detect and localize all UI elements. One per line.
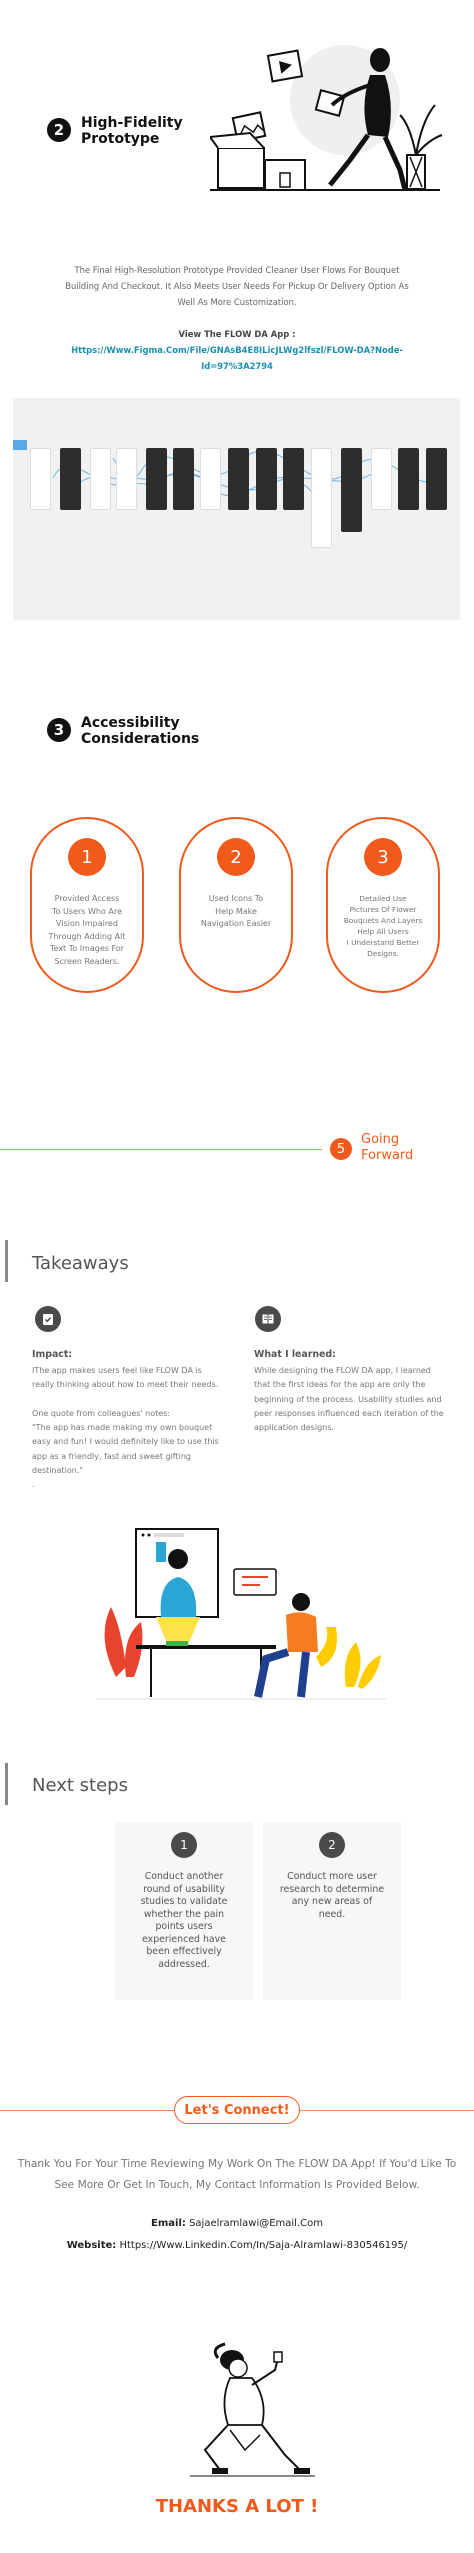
website-label: Website:: [66, 2240, 117, 2251]
website-link[interactable]: Https://Www.Linkedin.Com/In/Saja-Alramlawi-830546195/: [119, 2240, 408, 2251]
website-row: [0, 2240, 474, 2251]
next-step-text: [135, 1871, 233, 1971]
email-row: [0, 2218, 474, 2229]
prototype-screen: [341, 448, 362, 532]
step-text-line: points users: [155, 1921, 213, 1932]
hifi-description-line: Well As More Customization.: [177, 297, 297, 307]
figma-link[interactable]: [40, 342, 434, 374]
thanks-message-line: See More Or Get In Touch, My Contact Information Is Provided Below.: [54, 2179, 420, 2191]
view-app-label: View The FLOW DA App :: [178, 329, 296, 339]
accessibility-card-number: 2: [217, 838, 255, 876]
impact-text-line: [32, 1393, 237, 1407]
step-text-line: addressed.: [158, 1958, 210, 1970]
learned-text-line: While designing the FLOW DA app, I learned: [254, 1366, 431, 1375]
card-text-line: I Understand Better: [346, 938, 420, 947]
card-text-line: To Users Who Are: [52, 906, 122, 916]
prototype-screen: [311, 448, 332, 548]
learned-title: What I learned:: [254, 1349, 336, 1360]
video-call-illustration: [96, 1527, 386, 1707]
step-text-line: Conduct more user: [287, 1871, 377, 1882]
divider-line: [300, 2110, 474, 2111]
hifi-description: [40, 262, 434, 310]
next-step-number: 2: [319, 1832, 345, 1858]
impact-text-line: destination.": [32, 1466, 84, 1476]
next-steps-title: Next steps: [32, 1775, 128, 1796]
email-label: Email:: [151, 2218, 186, 2229]
impact-title: Impact:: [32, 1349, 73, 1360]
section-number-badge: 2: [47, 118, 71, 142]
step-text-line: been effectively: [146, 1946, 222, 1957]
divider-line: [0, 2110, 174, 2111]
accessibility-card: [30, 817, 144, 993]
section-title-line: Prototype: [81, 131, 160, 147]
going-forward-title-line: Going: [361, 1132, 400, 1147]
section-title: [81, 115, 183, 147]
prototype-screen: [116, 448, 137, 510]
accessibility-card-text: [44, 893, 130, 968]
hifi-description-line: Building And Checkout. It Also Meets User Needs For Pickup Or Delivery Option As: [65, 281, 409, 291]
learned-text-line: application designs.: [254, 1423, 334, 1433]
next-step-text: [271, 1871, 393, 1921]
prototype-screen: [60, 448, 81, 510]
card-text-line: Help All Users: [357, 927, 409, 936]
impact-text-line: One quote from colleagues' notes:: [32, 1408, 171, 1418]
prototype-screen: [371, 448, 392, 510]
impact-text-line: "The app has made making my own bouquet: [32, 1423, 213, 1433]
card-text-line: Designs.: [367, 949, 399, 958]
learned-text: [254, 1364, 459, 1435]
card-text-line: Through Adding Alt: [48, 931, 126, 941]
card-text-line: Pictures Of Flower: [349, 905, 417, 914]
lets-connect-badge: Let's Connect!: [174, 2096, 300, 2124]
card-text-line: Help Make: [215, 906, 257, 916]
hifi-description-line: The Final High-Resolution Prototype Provided Cleaner User Flows For Bouquet: [74, 265, 400, 275]
thanks-heading: THANKS A LOT !: [155, 2496, 319, 2517]
learned-text-line: peer responses influenced each iteration of the: [254, 1408, 444, 1418]
person-sitting-thumbs-up-illustration: [190, 2340, 315, 2480]
accessibility-card-text: [340, 893, 426, 959]
email-value[interactable]: Sajaelramlawi@Email.Com: [189, 2218, 323, 2229]
impact-text-line: IThe app makes users feel like FLOW DA is: [32, 1366, 202, 1375]
card-text-line: Navigation Easier: [200, 919, 272, 928]
accessibility-card: [179, 817, 293, 993]
section-title-line: High-Fidelity: [81, 115, 183, 131]
card-text-line: Used Icons To: [208, 894, 264, 903]
prototype-board: [13, 398, 460, 620]
impact-text-line: really thinking about how to meet their needs.: [32, 1380, 219, 1390]
prototype-screen: [228, 448, 249, 510]
thanks-message: [10, 2154, 464, 2196]
going-forward-title: [361, 1132, 413, 1164]
impact-text-line: easy and fun! I would definitely like to use this: [32, 1437, 219, 1447]
learned-text-line: beginning of the process. Usability studies and: [254, 1394, 442, 1404]
next-step-card: [263, 1822, 401, 2000]
accessibility-card-text: [193, 893, 279, 931]
divider-line: [0, 1149, 322, 1150]
card-text-line: Text To Images For: [50, 944, 124, 953]
prototype-screen: [90, 448, 111, 510]
section-title: [81, 715, 199, 747]
person-with-boxes-illustration: [210, 45, 445, 210]
step-text-line: research to determine: [279, 1883, 385, 1895]
next-step-card: [115, 1822, 253, 2000]
clipboard-check-icon: [35, 1306, 61, 1332]
takeaways-title: Takeaways: [32, 1253, 129, 1274]
prototype-screen: [173, 448, 194, 510]
prototype-screen: [200, 448, 221, 510]
step-text-line: any new areas of: [291, 1896, 373, 1907]
figma-link-line[interactable]: Https://Www.Figma.Com/File/GNAsB4E8ILicJLWg2lfszl/FLOW-DA?Node-: [71, 345, 403, 355]
step-text-line: experienced have: [142, 1933, 226, 1945]
prototype-screen: [283, 448, 304, 510]
card-text-line: Bouquets And Layers: [343, 916, 423, 925]
card-text-line: Screen Readers.: [54, 956, 120, 966]
accessibility-card: [326, 817, 440, 993]
impact-text-line: app as a friendly, fast and sweet gifting: [32, 1451, 191, 1461]
section-title-line: Accessibility: [81, 715, 180, 731]
figma-link-line[interactable]: Id=97%3A2794: [201, 361, 273, 371]
step-text-line: whether the pain: [143, 1908, 225, 1920]
section-accent-bar: [5, 1240, 8, 1282]
book-icon: [255, 1306, 281, 1332]
accessibility-card-number: 3: [364, 838, 402, 876]
section-title-line: Considerations: [81, 731, 200, 747]
step-text-line: studies to validate: [140, 1896, 228, 1907]
impact-text: [32, 1364, 237, 1493]
flow-start-marker: [13, 440, 27, 450]
card-text-line: Provided Access: [54, 894, 120, 903]
prototype-screen: [146, 448, 167, 510]
card-text-line: Vision Impaired: [56, 919, 118, 928]
prototype-screen: [256, 448, 277, 510]
thanks-message-line: Thank You For Your Time Reviewing My Work On The FLOW DA App! If You'd Like To: [17, 2158, 457, 2170]
accessibility-card-number: 1: [68, 838, 106, 876]
learned-text-line: that the first ideas for the app are only the: [254, 1380, 426, 1390]
step-text-line: Conduct another: [144, 1871, 224, 1882]
prototype-screen: [398, 448, 419, 510]
next-step-number: 1: [171, 1832, 197, 1858]
prototype-screen: [30, 448, 51, 510]
section-number-badge: 3: [47, 718, 71, 742]
going-forward-title-line: Forward: [361, 1148, 414, 1163]
step-text-line: round of usability: [143, 1883, 225, 1895]
impact-text-line: .: [32, 1480, 35, 1490]
prototype-screen: [426, 448, 447, 510]
section-accent-bar: [5, 1763, 8, 1805]
going-forward-number: 5: [330, 1138, 352, 1160]
step-text-line: need.: [318, 1908, 346, 1920]
card-text-line: Detailed Use: [359, 894, 407, 903]
